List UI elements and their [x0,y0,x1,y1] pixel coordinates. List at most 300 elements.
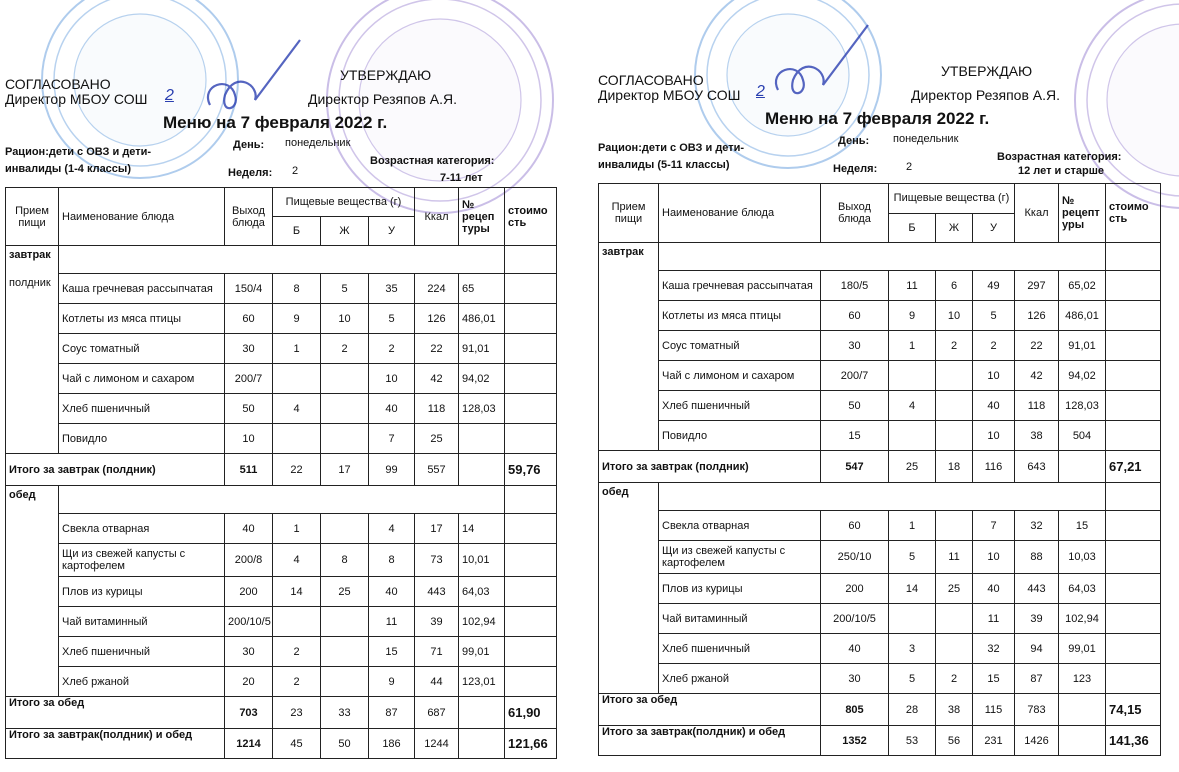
table-row [599,511,1161,541]
carbs: 4 [369,514,415,544]
recipe-no: 65,02 [1059,271,1106,301]
week-value: 2 [292,165,299,177]
yield: 50 [821,391,889,421]
col-kcal: Ккал [415,188,459,246]
yield: 200/10/5 [821,604,889,634]
yield: 40 [821,634,889,664]
table-row [599,391,1161,421]
kcal: 38 [1015,421,1059,451]
meal-name: завтрак [602,246,644,258]
fat: 11 [936,541,973,574]
total-carbs: 87 [369,697,415,729]
recipe-no: 486,01 [459,304,505,334]
week-value: 2 [906,161,913,173]
grand-total-recipe-no [1059,726,1106,756]
recipe-no: 94,02 [1059,361,1106,391]
dish-name: Соус томатный [659,331,821,361]
col-cost: стоимо сть [505,188,557,246]
total-recipe-no [459,697,505,729]
spacer [1106,483,1161,511]
grand-total-row [6,729,557,759]
dish-name: Повидло [59,424,225,454]
protein: 1 [889,511,936,541]
cost [1106,634,1161,664]
total-cost: 67,21 [1106,451,1161,483]
cost [1106,361,1161,391]
total-cost: 59,76 [505,454,557,486]
kcal: 88 [1015,541,1059,574]
protein: 3 [889,634,936,664]
table-row [599,271,1161,301]
total-carbs: 115 [973,694,1015,726]
yield: 30 [225,637,273,667]
table-row [599,301,1161,331]
yield: 30 [821,664,889,694]
total-fat: 18 [936,451,973,483]
yield: 200/10/5 [225,607,273,637]
kcal: 17 [415,514,459,544]
fat [936,511,973,541]
total-fat: 38 [936,694,973,726]
recipe-no: 64,03 [459,577,505,607]
day-value: понедельник [893,133,959,145]
approved-by: Директор Резяпов А.Я. [308,91,457,107]
dish-name: Щи из свежей капусты с картофелем [59,544,225,577]
age-value: 7-11 лет [440,172,483,184]
total-kcal: 687 [415,697,459,729]
yield: 200/7 [821,361,889,391]
cost [505,274,557,304]
recipe-no: 128,03 [459,394,505,424]
agreed-label: СОГЛАСОВАНО [598,72,704,88]
kcal: 73 [415,544,459,577]
menu-table [598,183,1161,756]
agreed-label: СОГЛАСОВАНО [5,76,111,92]
table-row [599,634,1161,664]
dish-name: Каша гречневая рассыпчатая [59,274,225,304]
dish-name: Плов из курицы [59,577,225,607]
total-recipe-no [1059,694,1106,726]
col-kcal: Ккал [1015,184,1059,243]
menu-panel-5-11 [593,0,1179,772]
kcal: 39 [1015,604,1059,634]
yield: 30 [821,331,889,361]
total-cost: 61,90 [505,697,557,729]
dish-name: Свекла отварная [59,514,225,544]
fat: 2 [936,664,973,694]
dish-name: Котлеты из мяса птицы [659,301,821,331]
yield: 200 [821,574,889,604]
carbs: 10 [369,364,415,394]
cost [1106,301,1161,331]
carbs: 15 [369,637,415,667]
carbs: 40 [369,577,415,607]
spacer [59,486,505,514]
meal-name: обед [9,489,36,501]
kcal: 22 [415,334,459,364]
cost [1106,604,1161,634]
fat: 25 [936,574,973,604]
kcal: 443 [1015,574,1059,604]
kcal: 32 [1015,511,1059,541]
col-recipe: № рецепт уры [1059,184,1106,243]
recipe-no: 486,01 [1059,301,1106,331]
dish-name: Хлеб пшеничный [59,394,225,424]
dish-name: Котлеты из мяса птицы [59,304,225,334]
fat [321,514,369,544]
carbs: 7 [369,424,415,454]
section-row [599,483,1161,511]
meal-sublabel: полдник [9,277,51,289]
table-row [599,604,1161,634]
recipe-no: 123 [1059,664,1106,694]
dish-name: Чай витаминный [59,607,225,637]
week-label: Неделя: [228,167,273,179]
col-nutrients: Пищевые вещества (г) [273,188,415,217]
yield: 30 [225,334,273,364]
dish-name: Чай с лимоном и сахаром [59,364,225,394]
kcal: 126 [1015,301,1059,331]
spacer [505,246,557,274]
carbs: 35 [369,274,415,304]
protein [889,604,936,634]
approve-label: УТВЕРЖДАЮ [941,63,1033,79]
protein: 9 [889,301,936,331]
fat: 25 [321,577,369,607]
col-yield: Выход блюда [821,184,889,243]
total-row [6,454,557,486]
grand-total-row [599,726,1161,756]
protein: 5 [889,664,936,694]
col-cost: стоимо сть [1106,184,1161,243]
yield: 200/8 [225,544,273,577]
fat [321,424,369,454]
fat: 2 [936,331,973,361]
recipe-no: 65 [459,274,505,304]
meal-label [6,486,59,697]
yield: 50 [225,394,273,424]
kcal: 224 [415,274,459,304]
total-row [599,694,1161,726]
approved-by: Директор Резяпов А.Я. [911,87,1060,103]
protein [273,424,321,454]
section-row [6,486,557,514]
recipe-no: 102,94 [1059,604,1106,634]
grand-total-yield: 1352 [821,726,889,756]
day-label: День: [233,139,265,151]
recipe-no: 94,02 [459,364,505,394]
carbs: 40 [973,391,1015,421]
spacer [1106,243,1161,271]
cost [1106,391,1161,421]
table-row [6,577,557,607]
day-value: понедельник [285,137,351,149]
total-kcal: 783 [1015,694,1059,726]
kcal: 42 [415,364,459,394]
age-label: Возрастная категория: [997,151,1122,163]
menu-title: Меню на 7 февраля 2022 г. [163,113,388,132]
grand-total-cost: 141,36 [1106,726,1161,756]
table-row [6,514,557,544]
table-row [599,541,1161,574]
total-label: Итого за завтрак (полдник) [6,454,225,486]
total-yield: 703 [225,697,273,729]
col-meal: Прием пищи [6,188,59,246]
meal-label [599,483,659,694]
yield: 180/5 [821,271,889,301]
cost [505,304,557,334]
carbs: 2 [973,331,1015,361]
total-yield: 511 [225,454,273,486]
kcal: 118 [1015,391,1059,421]
cost [505,364,557,394]
total-kcal: 557 [415,454,459,486]
total-protein: 22 [273,454,321,486]
grand-total-cost: 121,66 [505,729,557,759]
table-row [6,304,557,334]
ration-label: Рацион:дети с ОВЗ и дети-инвалиды (1-4 классы) [5,146,152,175]
cost [1106,421,1161,451]
table-row [599,421,1161,451]
fat: 8 [321,544,369,577]
protein: 1 [273,514,321,544]
recipe-no: 99,01 [459,637,505,667]
grand-total-kcal: 1244 [415,729,459,759]
fat [321,637,369,667]
yield: 60 [821,511,889,541]
protein: 4 [889,391,936,421]
recipe-no: 504 [1059,421,1106,451]
kcal: 443 [415,577,459,607]
cost [1106,511,1161,541]
spacer [505,486,557,514]
dish-name: Хлеб пшеничный [659,391,821,421]
protein: 2 [273,667,321,697]
yield: 10 [225,424,273,454]
carbs: 32 [973,634,1015,664]
meal-name: завтрак [9,249,51,261]
total-label: Итого за завтрак (полдник) [599,451,821,483]
fat [936,391,973,421]
yield: 60 [821,301,889,331]
agreed-by: Директор МБОУ СОШ [598,87,741,103]
table-row [599,574,1161,604]
yield: 15 [821,421,889,451]
week-label: Неделя: [833,163,878,175]
section-row [599,243,1161,271]
meal-label [599,243,659,451]
grand-total-label: Итого за завтрак(полдник) и обед [6,729,225,759]
cost [505,394,557,424]
meal-label [6,246,59,454]
fat: 10 [936,301,973,331]
approve-label: УТВЕРЖДАЮ [340,67,432,83]
carbs: 15 [973,664,1015,694]
carbs: 40 [973,574,1015,604]
fat [936,421,973,451]
col-b: Б [889,213,936,243]
total-row [6,697,557,729]
protein: 9 [273,304,321,334]
table-row [6,607,557,637]
protein: 1 [273,334,321,364]
section-row [6,246,557,274]
total-protein: 28 [889,694,936,726]
kcal: 25 [415,424,459,454]
dish-name: Хлеб ржаной [59,667,225,697]
day-label: День: [838,135,870,147]
total-fat: 33 [321,697,369,729]
school-number: 2 [165,87,174,104]
menu-title: Меню на 7 февраля 2022 г. [765,109,990,128]
protein: 1 [889,331,936,361]
kcal: 71 [415,637,459,667]
carbs: 5 [973,301,1015,331]
protein: 4 [273,394,321,424]
fat [936,604,973,634]
table-row [6,637,557,667]
kcal: 44 [415,667,459,697]
carbs: 8 [369,544,415,577]
menu-table [5,187,557,759]
spacer [59,246,505,274]
protein: 2 [273,637,321,667]
col-zh: Ж [321,217,369,246]
cost [505,334,557,364]
cost [505,577,557,607]
grand-total-fat: 56 [936,726,973,756]
grand-total-protein: 53 [889,726,936,756]
yield: 250/10 [821,541,889,574]
carbs: 49 [973,271,1015,301]
grand-total-yield: 1214 [225,729,273,759]
grand-total-protein: 45 [273,729,321,759]
total-fat: 17 [321,454,369,486]
col-b: Б [273,217,321,246]
dish-name: Хлеб пшеничный [659,634,821,664]
yield: 200/7 [225,364,273,394]
fat [936,361,973,391]
recipe-no: 10,03 [1059,541,1106,574]
total-carbs: 116 [973,451,1015,483]
cost [505,607,557,637]
grand-total-label: Итого за завтрак(полдник) и обед [599,726,821,756]
col-zh: Ж [936,213,973,243]
col-meal: Прием пищи [599,184,659,243]
header-row [6,188,557,217]
meal-name: обед [602,486,629,498]
school-number: 2 [756,83,765,100]
kcal: 22 [1015,331,1059,361]
cost [505,637,557,667]
kcal: 94 [1015,634,1059,664]
cost [505,424,557,454]
spacer [659,483,1106,511]
dish-name: Повидло [659,421,821,451]
dish-name: Соус томатный [59,334,225,364]
table-row [6,424,557,454]
protein: 14 [889,574,936,604]
recipe-no: 91,01 [1059,331,1106,361]
protein [273,607,321,637]
dish-name: Плов из курицы [659,574,821,604]
protein: 14 [273,577,321,607]
recipe-no: 91,01 [459,334,505,364]
total-carbs: 99 [369,454,415,486]
col-dish: Наименование блюда [659,184,821,243]
grand-total-carbs: 231 [973,726,1015,756]
total-kcal: 643 [1015,451,1059,483]
carbs: 9 [369,667,415,697]
col-dish: Наименование блюда [59,188,225,246]
yield: 60 [225,304,273,334]
fat [321,364,369,394]
kcal: 297 [1015,271,1059,301]
total-label: Итого за обед [6,697,225,729]
kcal: 39 [415,607,459,637]
recipe-no: 128,03 [1059,391,1106,421]
total-yield: 805 [821,694,889,726]
col-u: У [369,217,415,246]
signature [190,35,310,125]
cost [1106,271,1161,301]
dish-name: Свекла отварная [659,511,821,541]
kcal: 118 [415,394,459,424]
yield: 40 [225,514,273,544]
carbs: 11 [973,604,1015,634]
table-row [599,361,1161,391]
fat [321,394,369,424]
cost [1106,541,1161,574]
cost [1106,664,1161,694]
protein [273,364,321,394]
col-u: У [973,213,1015,243]
cost [505,544,557,577]
protein [889,421,936,451]
age-label: Возрастная категория: [370,155,495,167]
protein: 4 [273,544,321,577]
carbs: 2 [369,334,415,364]
cost [505,514,557,544]
grand-total-recipe-no [459,729,505,759]
fat: 10 [321,304,369,334]
protein: 5 [889,541,936,574]
table-row [599,331,1161,361]
ration-label: Рацион:дети с ОВЗ и дети-инвалиды (5-11 классы) [598,142,745,171]
fat [321,607,369,637]
carbs: 10 [973,361,1015,391]
recipe-no: 102,94 [459,607,505,637]
total-cost: 74,15 [1106,694,1161,726]
total-label: Итого за обед [599,694,821,726]
carbs: 10 [973,421,1015,451]
total-protein: 25 [889,451,936,483]
fat: 6 [936,271,973,301]
total-recipe-no [1059,451,1106,483]
grand-total-fat: 50 [321,729,369,759]
dish-name: Чай с лимоном и сахаром [659,361,821,391]
table-row [6,274,557,304]
dish-name: Хлеб ржаной [659,664,821,694]
dish-name: Щи из свежей капусты с картофелем [659,541,821,574]
yield: 20 [225,667,273,697]
recipe-no: 14 [459,514,505,544]
recipe-no: 123,01 [459,667,505,697]
protein: 8 [273,274,321,304]
carbs: 5 [369,304,415,334]
fat: 5 [321,274,369,304]
grand-total-carbs: 186 [369,729,415,759]
